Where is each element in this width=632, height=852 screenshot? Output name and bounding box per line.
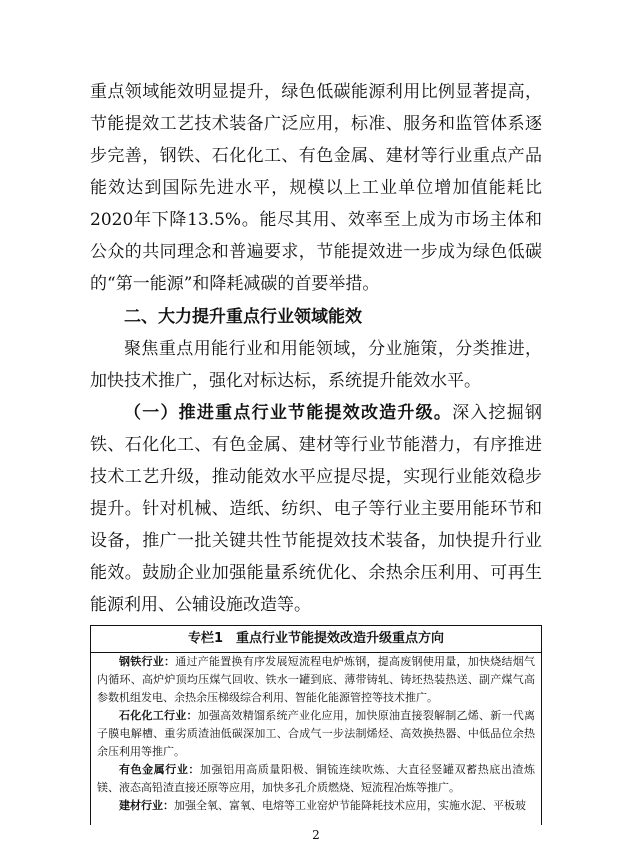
section-heading: 二、大力提升重点行业领域能效 (124, 307, 362, 327)
box-item-key: 钢铁行业： (119, 655, 176, 668)
intro-paragraph: 重点领域能效明显提升，绿色低碳能源利用比例显著提高，节能提效工艺技术装备广泛应用，标准、服务和监管体系逐步完善，钢铁、石化化工、有色金属、建材等行业重点产品能效达到国际先进水平，规模以上工业单位增加值能耗比2020年下降13.5%。能尽其用、效率至上成为市场主体和公众的共同理念和普遍要求，节能提效进一步成为绿色低碳的“第一能源”和降耗减碳的首要举措。 (90, 82, 542, 294)
box-item-nonferrous (91, 761, 541, 797)
box-item-text: 加强全氧、富氧、电熔等工业窑炉节能降耗技术应用，实施水泥、平板玻 (174, 799, 526, 812)
feature-box (90, 625, 542, 825)
box-item-building-materials (91, 797, 541, 815)
section-intro-paragraph: 聚焦重点用能行业和用能领域，分业施策，分类推进，加快技术推广，强化对标达标，系统提升能效水平。 (90, 339, 542, 391)
feature-box-title: 专栏1 重点行业节能提效改造升级重点方向 (91, 626, 541, 653)
box-item-text: 加强高效精馏系统产业化应用，加快原油直接裂解制乙烯、新一代离子膜电解槽、重劣质渣油低碳深加工、合成气一步法制烯烃、高效换热器、中低品位余热余压利用等推广。 (97, 709, 535, 758)
box-item-text: 加强铝用高质量阳极、铜锍连续吹炼、大直径竖罐双蓄热底出渣炼镁、液态高铅渣直接还原等应用，加快多孔介质燃烧、短流程冶炼等推广。 (97, 763, 535, 794)
box-item-key: 石化化工行业： (119, 709, 198, 722)
box-item-petrochemical (91, 707, 541, 761)
box-item-key: 有色金属行业： (119, 763, 200, 776)
box-item-key: 建材行业： (119, 799, 174, 812)
subsection-body: 深入挖掘钢铁、石化化工、有色金属、建材等行业节能潜力，有序推进技术工艺升级，推动能效水平应提尽提，实现行业能效稳步提升。针对机械、造纸、纺织、电子等行业主要用能环节和设备，推广一批关键共性节能提效技术装备，加快提升行业能效。鼓励企业加强能量系统优化、余热余压利用、可再生能源利用、公辅设施改造等。 (90, 403, 543, 615)
box-item-text: 通过产能置换有序发展短流程电炉炼钢，提高废钢使用量，加快烧结烟气内循环、高炉炉顶均压煤气回收、铁水一罐到底、薄带铸轧、铸坯热装热送、副产煤气高参数机组发电、余热余压梯级综合利用、智能化能源管控等技术推广。 (97, 655, 535, 704)
subsection-paragraph (90, 397, 542, 621)
page-number: 2 (312, 828, 320, 842)
box-item-steel (91, 653, 541, 707)
subsection-lead: （一）推进重点行业节能提效改造升级。 (124, 403, 453, 423)
